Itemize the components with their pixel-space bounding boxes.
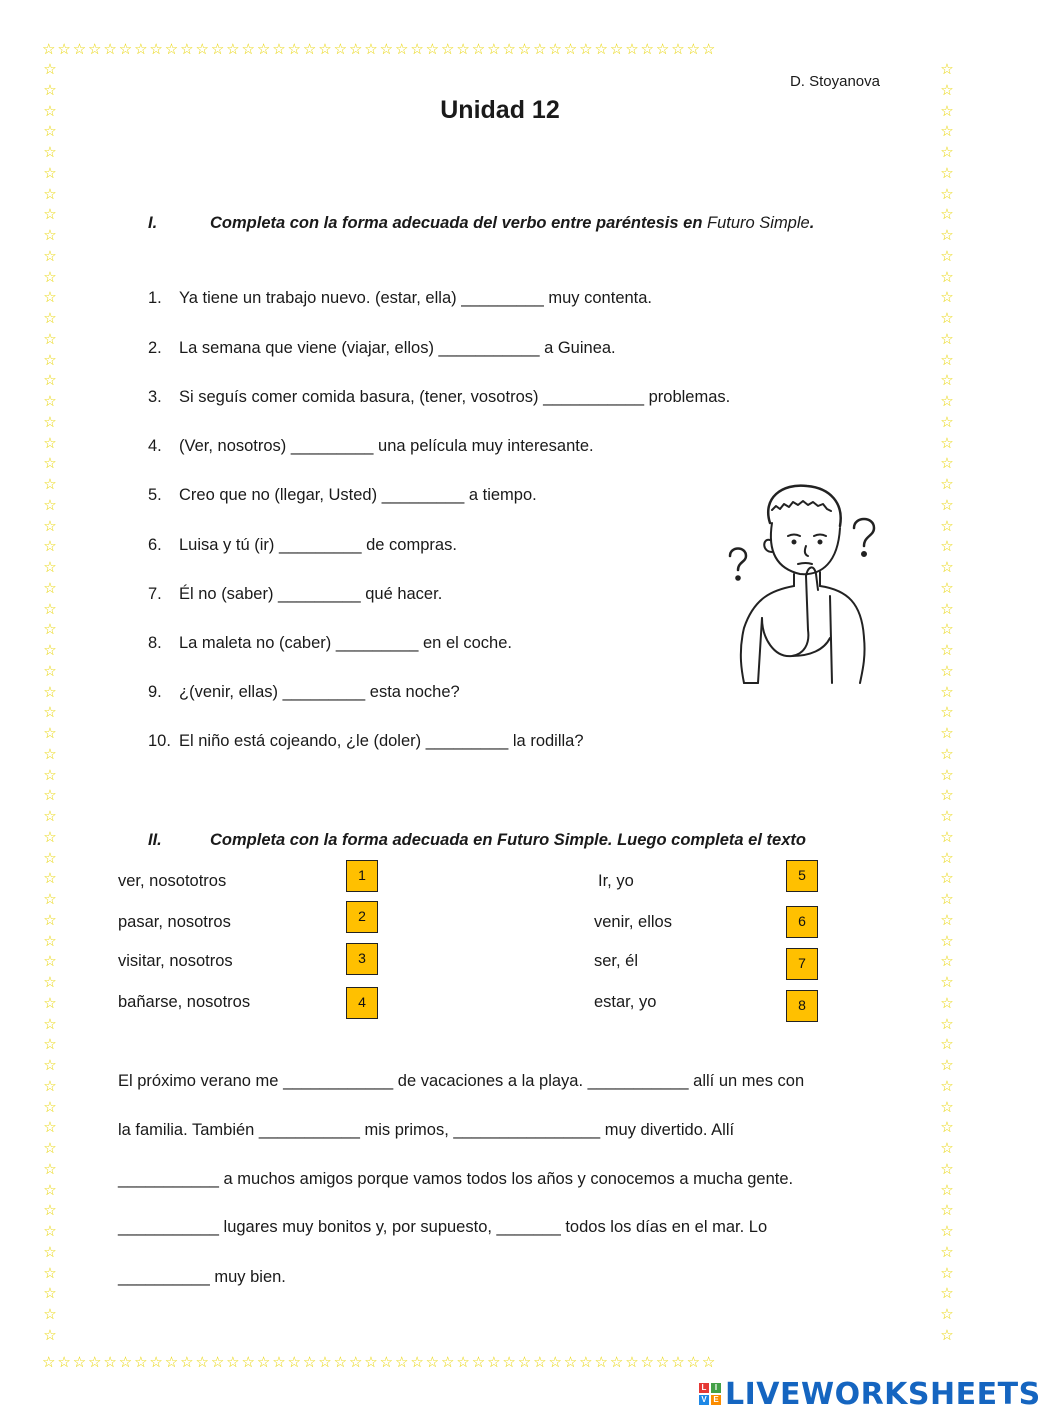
star-icon: ☆ bbox=[940, 621, 954, 639]
exercise-item-text: (Ver, nosotros) _________ una película muy interesante. bbox=[179, 437, 594, 455]
answer-box-6[interactable]: 6 bbox=[786, 906, 818, 938]
star-icon: ☆ bbox=[43, 310, 57, 327]
star-icon: ☆ bbox=[940, 849, 954, 867]
star-icon: ☆ bbox=[940, 1036, 954, 1054]
section-2-number: II. bbox=[148, 831, 162, 849]
text-line-3: ___________ a muchos amigos porque vamos todos los años y conocemos a mucha gente. bbox=[118, 1170, 794, 1188]
star-icon: ☆ bbox=[940, 434, 954, 452]
verb-left-1: ver, nosototros bbox=[118, 872, 227, 890]
answer-box-3[interactable]: 3 bbox=[346, 943, 378, 975]
star-icon: ☆ bbox=[43, 911, 57, 929]
star-icon: ☆ bbox=[43, 61, 57, 78]
exercise-item-text: Ya tiene un trabajo nuevo. (estar, ella) _________ muy contenta. bbox=[179, 289, 653, 307]
star-icon: ☆ bbox=[43, 994, 57, 1012]
star-icon: ☆ bbox=[940, 1223, 954, 1240]
star-icon: ☆ bbox=[940, 247, 954, 265]
star-icon: ☆ bbox=[940, 1160, 954, 1178]
star-icon: ☆ bbox=[940, 1326, 954, 1344]
star-icon: ☆ bbox=[43, 330, 57, 348]
logo-mark-icon bbox=[699, 1383, 721, 1405]
star-icon: ☆ bbox=[940, 994, 954, 1012]
exercise-item-text: Si seguís comer comida basura, (tener, vosotros) ___________ problemas. bbox=[179, 388, 731, 406]
logo-letter: E bbox=[711, 1395, 721, 1405]
star-icon: ☆ bbox=[43, 164, 57, 182]
star-icon: ☆ bbox=[43, 268, 57, 286]
star-icon: ☆ bbox=[940, 1264, 954, 1282]
star-icon: ☆ bbox=[43, 870, 57, 888]
star-icon: ☆ bbox=[940, 600, 954, 618]
star-border-left bbox=[40, 60, 60, 1347]
star-icon: ☆ bbox=[940, 330, 954, 348]
verb-right-3: ser, él bbox=[594, 952, 639, 970]
exercise-item-number: 4. bbox=[148, 437, 162, 455]
star-icon: ☆ bbox=[940, 911, 954, 929]
exercise-item-text: ¿(venir, ellas) _________ esta noche? bbox=[179, 683, 460, 701]
star-icon: ☆ bbox=[43, 455, 57, 473]
star-icon: ☆ bbox=[940, 185, 954, 203]
star-icon: ☆ bbox=[43, 1181, 57, 1199]
exercise-item-number: 6. bbox=[148, 536, 162, 554]
exercise-item-number: 10. bbox=[148, 732, 171, 750]
thinking-boy-illustration bbox=[722, 478, 892, 693]
star-icon: ☆ bbox=[43, 81, 57, 99]
star-icon: ☆ bbox=[43, 372, 57, 390]
logo-text: LIVEWORKSHEETS bbox=[725, 1376, 1041, 1412]
star-icon: ☆ bbox=[43, 808, 57, 825]
text-line-4: ___________ lugares muy bonitos y, por supuesto, _______ todos los días en el mar. Lo bbox=[118, 1218, 768, 1236]
star-icon: ☆ bbox=[43, 476, 57, 493]
star-icon: ☆ bbox=[940, 1243, 954, 1261]
section-2-instruction: Completa con la forma adecuada en Futuro Simple. Luego completa el texto bbox=[210, 831, 806, 849]
star-icon: ☆ bbox=[43, 247, 57, 265]
star-icon: ☆ bbox=[940, 953, 954, 971]
star-icon: ☆ bbox=[940, 268, 954, 286]
exercise-item bbox=[148, 732, 584, 751]
star-icon: ☆ bbox=[940, 662, 954, 680]
star-icon: ☆ bbox=[940, 1306, 954, 1323]
star-icon: ☆ bbox=[940, 310, 954, 327]
exercise-item-number: 9. bbox=[148, 683, 162, 701]
star-icon: ☆ bbox=[940, 787, 954, 805]
text-line-2: la familia. También ___________ mis primos, ________________ muy divertido. Allí bbox=[118, 1121, 735, 1139]
exercise-item-text: Él no (saber) _________ qué hacer. bbox=[179, 585, 443, 603]
exercise-item bbox=[148, 585, 442, 604]
star-icon: ☆ bbox=[940, 102, 954, 120]
exercise-item-number: 2. bbox=[148, 339, 162, 357]
answer-box-4[interactable]: 4 bbox=[346, 987, 378, 1019]
star-icon: ☆ bbox=[940, 123, 954, 141]
exercise-item-number: 7. bbox=[148, 585, 162, 603]
star-icon: ☆ bbox=[940, 559, 954, 576]
star-icon: ☆ bbox=[43, 393, 57, 410]
exercise-item bbox=[148, 486, 537, 505]
verb-left-2: pasar, nosotros bbox=[118, 913, 231, 931]
star-icon: ☆ bbox=[940, 1098, 954, 1116]
exercise-item-number: 1. bbox=[148, 289, 162, 307]
exercise-item-text: Luisa y tú (ir) _________ de compras. bbox=[179, 536, 457, 554]
liveworksheets-logo[interactable] bbox=[699, 1378, 1041, 1410]
exercise-item bbox=[148, 339, 616, 358]
star-icon: ☆ bbox=[940, 891, 954, 908]
star-icon: ☆ bbox=[940, 745, 954, 763]
star-icon: ☆ bbox=[43, 351, 57, 369]
section-1-number: I. bbox=[148, 214, 158, 232]
exercise-item bbox=[148, 536, 457, 555]
exercise-item bbox=[148, 634, 512, 653]
star-icon: ☆ bbox=[43, 517, 57, 535]
star-icon: ☆ bbox=[940, 61, 954, 78]
star-icon: ☆ bbox=[43, 1015, 57, 1033]
star-icon: ☆ bbox=[940, 725, 954, 742]
star-icon: ☆ bbox=[43, 849, 57, 867]
text-line-1: El próximo verano me ____________ de vacaciones a la playa. ___________ allí un mes con bbox=[118, 1072, 805, 1090]
star-icon: ☆ bbox=[940, 642, 954, 659]
star-icon: ☆ bbox=[43, 538, 57, 556]
star-icon: ☆ bbox=[940, 393, 954, 410]
star-icon: ☆ bbox=[43, 1098, 57, 1116]
star-icon: ☆ bbox=[43, 1306, 57, 1323]
star-icon: ☆ bbox=[43, 828, 57, 846]
star-icon: ☆ bbox=[940, 1202, 954, 1220]
star-icon: ☆ bbox=[43, 725, 57, 742]
star-icon: ☆ bbox=[43, 745, 57, 763]
star-icon: ☆ bbox=[43, 1326, 57, 1344]
exercise-item-text: Creo que no (llegar, Usted) _________ a tiempo. bbox=[179, 486, 537, 504]
star-icon: ☆ bbox=[940, 413, 954, 431]
star-icon: ☆ bbox=[940, 455, 954, 473]
star-icon: ☆ bbox=[940, 1077, 954, 1095]
logo-letter: L bbox=[699, 1383, 709, 1393]
star-icon: ☆ bbox=[43, 185, 57, 203]
star-icon: ☆ bbox=[43, 1057, 57, 1074]
star-icon: ☆ bbox=[43, 683, 57, 701]
star-icon: ☆ bbox=[43, 1119, 57, 1137]
star-icon: ☆ bbox=[940, 227, 954, 244]
exercise-item-text: La maleta no (caber) _________ en el coche. bbox=[179, 634, 512, 652]
text-line-5: __________ muy bien. bbox=[118, 1268, 286, 1286]
star-icon: ☆ bbox=[940, 683, 954, 701]
star-icon: ☆ bbox=[43, 289, 57, 307]
exercise-item bbox=[148, 683, 460, 702]
star-icon: ☆ bbox=[940, 828, 954, 846]
star-icon: ☆ bbox=[940, 1015, 954, 1033]
star-icon: ☆ bbox=[940, 1140, 954, 1157]
star-icon: ☆ bbox=[43, 1140, 57, 1157]
star-border-top: ☆☆☆☆☆☆☆☆☆☆☆☆☆☆☆☆☆☆☆☆☆☆☆☆☆☆☆☆☆☆☆☆☆☆☆☆☆☆☆☆☆☆☆☆ bbox=[42, 41, 718, 58]
star-icon: ☆ bbox=[940, 144, 954, 161]
star-icon: ☆ bbox=[940, 496, 954, 514]
star-icon: ☆ bbox=[43, 1243, 57, 1261]
page-title: Unidad 12 bbox=[440, 96, 560, 124]
star-icon: ☆ bbox=[43, 1202, 57, 1220]
star-icon: ☆ bbox=[43, 1285, 57, 1303]
section-1-instruction: Completa con la forma adecuada del verbo entre paréntesis en bbox=[210, 214, 707, 232]
star-icon: ☆ bbox=[43, 496, 57, 514]
star-icon: ☆ bbox=[940, 81, 954, 99]
star-icon: ☆ bbox=[43, 1036, 57, 1054]
star-icon: ☆ bbox=[43, 579, 57, 597]
star-icon: ☆ bbox=[43, 642, 57, 659]
section-2-heading bbox=[148, 831, 806, 850]
star-border-right bbox=[937, 60, 957, 1347]
logo-letter: V bbox=[699, 1395, 709, 1405]
star-icon: ☆ bbox=[940, 1181, 954, 1199]
star-icon: ☆ bbox=[43, 1264, 57, 1282]
exercise-item-number: 5. bbox=[148, 486, 162, 504]
star-icon: ☆ bbox=[940, 870, 954, 888]
answer-box-1[interactable]: 1 bbox=[346, 860, 378, 892]
star-icon: ☆ bbox=[43, 932, 57, 950]
star-icon: ☆ bbox=[43, 1077, 57, 1095]
verb-right-4: estar, yo bbox=[594, 993, 657, 1011]
star-icon: ☆ bbox=[43, 102, 57, 120]
answer-box-2[interactable]: 2 bbox=[346, 901, 378, 933]
exercise-item-text: El niño está cojeando, ¿le (doler) _________ la rodilla? bbox=[179, 732, 584, 750]
star-icon: ☆ bbox=[940, 1119, 954, 1137]
star-icon: ☆ bbox=[940, 579, 954, 597]
star-icon: ☆ bbox=[43, 974, 57, 991]
star-icon: ☆ bbox=[940, 766, 954, 784]
star-icon: ☆ bbox=[940, 1285, 954, 1303]
verb-right-1: Ir, yo bbox=[598, 872, 634, 890]
star-icon: ☆ bbox=[43, 227, 57, 244]
star-icon: ☆ bbox=[43, 621, 57, 639]
author-name: D. Stoyanova bbox=[789, 73, 880, 90]
star-icon: ☆ bbox=[940, 1057, 954, 1074]
section-1-heading bbox=[148, 214, 814, 233]
star-icon: ☆ bbox=[940, 517, 954, 535]
exercise-item-number: 3. bbox=[148, 388, 162, 406]
star-icon: ☆ bbox=[43, 206, 57, 224]
verb-left-3: visitar, nosotros bbox=[118, 952, 233, 970]
star-icon: ☆ bbox=[940, 808, 954, 825]
star-icon: ☆ bbox=[940, 932, 954, 950]
star-icon: ☆ bbox=[940, 351, 954, 369]
star-icon: ☆ bbox=[940, 289, 954, 307]
star-icon: ☆ bbox=[43, 953, 57, 971]
star-icon: ☆ bbox=[43, 662, 57, 680]
exercise-item bbox=[148, 289, 652, 308]
star-icon: ☆ bbox=[43, 434, 57, 452]
star-icon: ☆ bbox=[43, 787, 57, 805]
star-icon: ☆ bbox=[43, 766, 57, 784]
exercise-item bbox=[148, 437, 594, 456]
star-icon: ☆ bbox=[43, 1223, 57, 1240]
verb-right-2: venir, ellos bbox=[594, 913, 672, 931]
exercise-item bbox=[148, 388, 730, 407]
star-icon: ☆ bbox=[43, 600, 57, 618]
answer-box-5[interactable]: 5 bbox=[786, 860, 818, 892]
star-icon: ☆ bbox=[43, 704, 57, 722]
star-icon: ☆ bbox=[43, 559, 57, 576]
star-icon: ☆ bbox=[940, 476, 954, 493]
exercise-item-text: La semana que viene (viajar, ellos) ___________ a Guinea. bbox=[179, 339, 616, 357]
star-icon: ☆ bbox=[43, 144, 57, 161]
verb-left-4: bañarse, nosotros bbox=[118, 993, 251, 1011]
star-icon: ☆ bbox=[43, 123, 57, 141]
star-icon: ☆ bbox=[940, 206, 954, 224]
star-icon: ☆ bbox=[43, 413, 57, 431]
star-icon: ☆ bbox=[940, 164, 954, 182]
star-border-bottom: ☆☆☆☆☆☆☆☆☆☆☆☆☆☆☆☆☆☆☆☆☆☆☆☆☆☆☆☆☆☆☆☆☆☆☆☆☆☆☆☆☆☆☆☆ bbox=[42, 1354, 718, 1371]
star-icon: ☆ bbox=[940, 372, 954, 390]
exercise-item-number: 8. bbox=[148, 634, 162, 652]
section-1-tense: Futuro Simple bbox=[707, 214, 810, 232]
answer-box-8[interactable]: 8 bbox=[786, 990, 818, 1022]
star-icon: ☆ bbox=[43, 1160, 57, 1178]
star-icon: ☆ bbox=[940, 538, 954, 556]
star-icon: ☆ bbox=[43, 891, 57, 908]
star-icon: ☆ bbox=[940, 974, 954, 991]
answer-box-7[interactable]: 7 bbox=[786, 948, 818, 980]
logo-letter: I bbox=[711, 1383, 721, 1393]
star-icon: ☆ bbox=[940, 704, 954, 722]
section-1-period: . bbox=[809, 214, 815, 232]
